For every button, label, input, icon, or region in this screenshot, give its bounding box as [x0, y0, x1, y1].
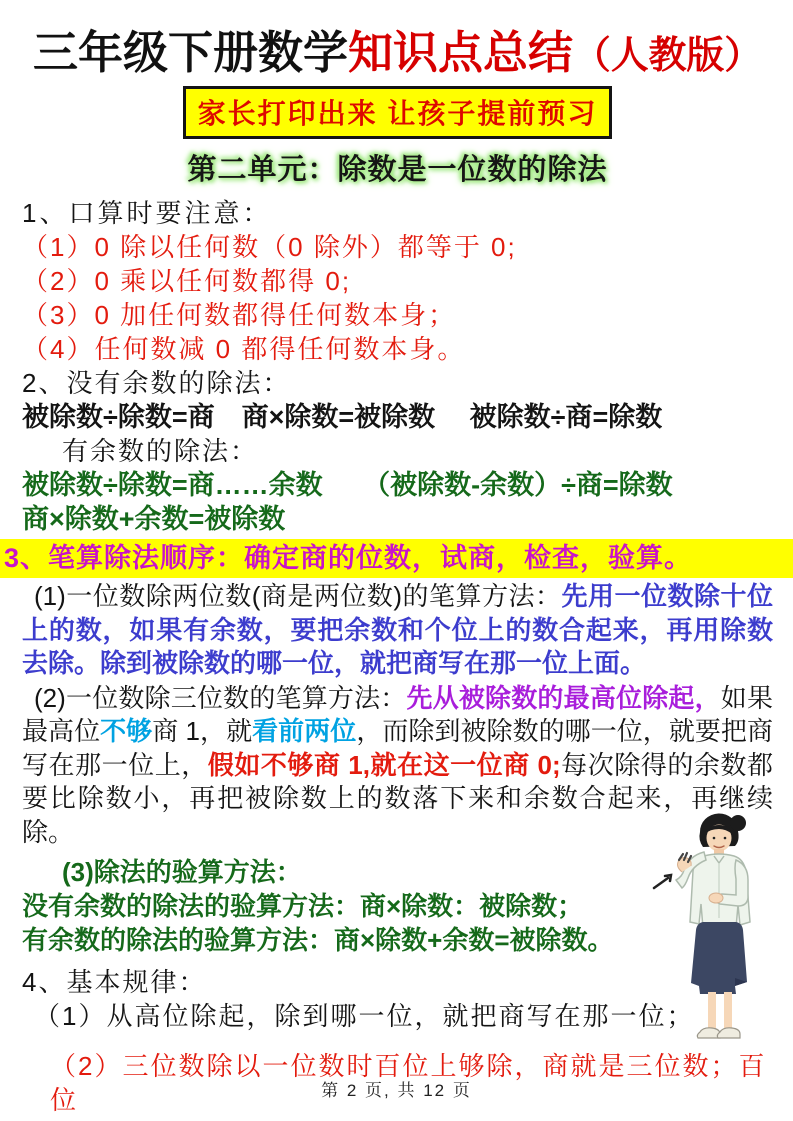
page-title — [22, 26, 773, 80]
print-banner-text: 家长打印出来 让孩子提前预习 — [197, 98, 598, 129]
text-segment: ，而除到被除数的哪一位，就要把商写在那一位上， — [22, 716, 773, 780]
section2-subheading: 有余数的除法： — [62, 436, 259, 466]
section4-heading: 4、基本规律： — [22, 967, 207, 997]
oral-rule-1: （1）0 除以任何数（0 除外）都等于 0; — [22, 232, 517, 262]
text-segment: (2)一位数除三位数的笔算方法： — [34, 682, 407, 713]
text-segment: 先从被除数的最高位除起， — [406, 682, 721, 713]
text-segment: 如果最高位 — [22, 682, 773, 746]
oral-rule-4: （4）任何数减 0 都得任何数本身。 — [22, 334, 466, 364]
section3-highlight: 3、笔算除法顺序：确定商的位数，试商，检查，验算。 — [0, 539, 793, 578]
teacher-figure — [676, 814, 750, 1038]
section2-heading: 2、没有余数的除法： — [22, 368, 291, 398]
text-segment: 每次除得的余数都要比除数小，再把被除数上的数落下来和余数合起来，再继续除。 — [22, 749, 773, 847]
title-summary-part: 知识点总结 — [348, 27, 574, 78]
print-banner — [183, 86, 613, 139]
text-segment: 假如不够商 1,就在这一位商 0; — [207, 749, 561, 780]
division-formula-with-remainder-2: 商×除数+余数=被除数 — [22, 504, 286, 534]
check-method-heading: (3)除法的验算方法： — [62, 857, 302, 887]
unit-heading: 第二单元：除数是一位数的除法 — [187, 154, 608, 186]
division-formula-no-remainder: 被除数÷除数=商 商×除数=被除数 被除数÷商=除数 — [22, 402, 663, 432]
text-segment: 不够 — [100, 716, 153, 746]
title-edition-part: （人教版） — [573, 35, 763, 77]
page-number-indicator: 第 2 页, 共 12 页 — [321, 1081, 472, 1100]
teacher-illustration — [648, 810, 790, 1060]
division-formula-with-remainder: 被除数÷除数=商……余数 （被除数-余数）÷商=除数 — [22, 470, 673, 500]
check-method-no-remainder: 没有余数的除法的验算方法：商×除数：被除数； — [22, 891, 584, 921]
basic-rule-2: （2）三位数除以一位数时百位上够除，商就是三位数；百位 — [50, 1051, 767, 1115]
banner-row — [22, 86, 773, 139]
title-grade-part: 三年级下册数学 — [32, 27, 348, 78]
oral-rule-2: （2）0 乘以任何数都得 0; — [22, 266, 352, 296]
section1-heading: 1、口算时要注意： — [22, 198, 272, 228]
written-method-two-digit — [22, 580, 773, 681]
text-segment: 商 1，就 — [152, 716, 253, 746]
check-method-with-remainder: 有余数的除法的验算方法：商×除数+余数=被除数。 — [22, 925, 614, 955]
basic-rule-1: （1）从高位除起，除到哪一位，就把商写在那一位； — [34, 1001, 695, 1031]
text-segment: 看前两位 — [252, 716, 357, 746]
dart-icon — [654, 875, 671, 888]
oral-rule-3: （3）0 加任何数都得任何数本身； — [22, 300, 457, 330]
text-segment: (1)一位数除两位数(商是两位数)的笔算方法： — [34, 581, 562, 611]
text-segment: 先用一位数除十位上的数，如果有余数，要把余数和个位上的数合起来，再用除数去除。除到被除数的哪一位，就把商写在那一位上面。 — [22, 581, 773, 678]
